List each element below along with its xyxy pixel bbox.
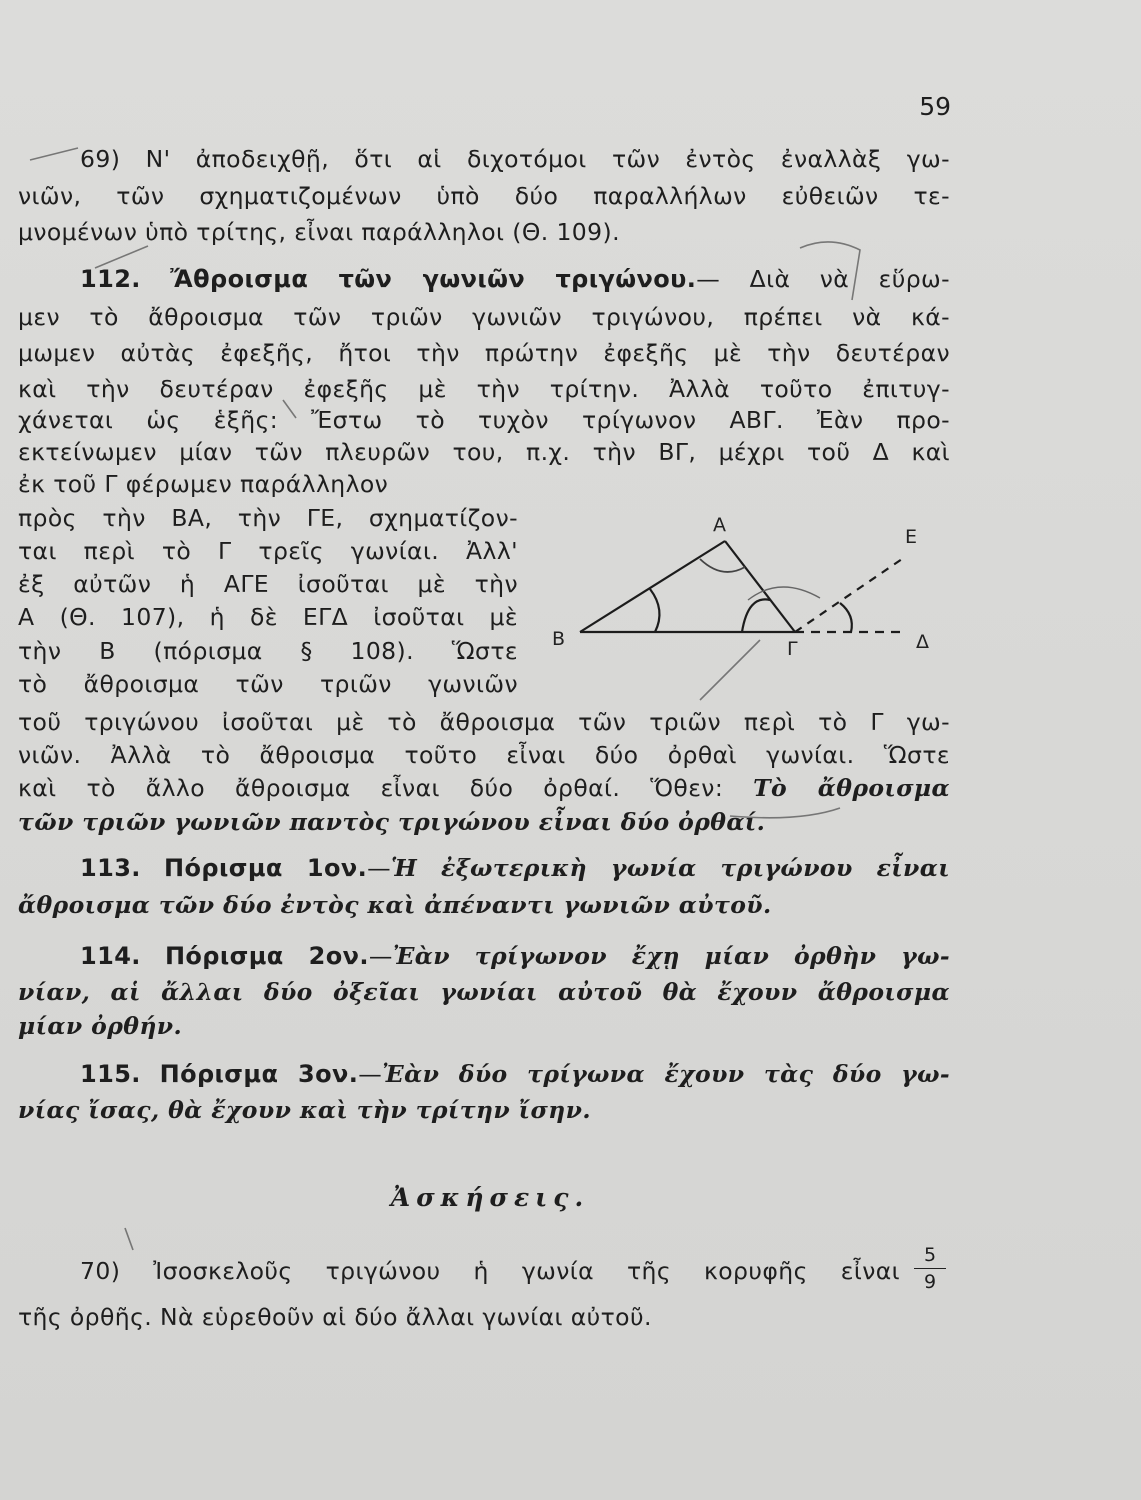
- parallel-GE: [795, 557, 905, 632]
- page-number: 59: [919, 92, 951, 121]
- corollary-114-line-1: [80, 940, 950, 972]
- section-112-line-4: καὶ τὴν δευτέραν ἐφεξῆς μὲ τὴν τρίτην. Ἀλλὰ τοῦτο ἐπιτυγ-: [18, 375, 950, 403]
- section-112-line-10: ἐξ αὐτῶν ἡ ΑΓΕ ἰσοῦται μὲ τὴν: [18, 570, 518, 598]
- fraction-numerator: 5: [923, 1244, 937, 1266]
- section-112-line-15: νιῶν. Ἀλλὰ τὸ ἄθροισμα τοῦτο εἶναι δύο ὀρθαὶ γωνίαι. Ὥστε: [18, 741, 950, 769]
- exercise-69-line-3: μνομένων ὑπὸ τρίτης, εἶναι παράλληλοι (Θ. 109).: [18, 218, 620, 246]
- vertex-label-B: Β: [552, 628, 566, 650]
- corollary-115-dash: —: [358, 1060, 383, 1088]
- section-112-line-9: ται περὶ τὸ Γ τρεῖς γωνίαι. Ἀλλ': [18, 537, 518, 565]
- corollary-114-title: Πόρισμα 2ον.: [164, 942, 369, 970]
- vertex-label-A: Α: [713, 514, 726, 536]
- exercise-70-line-2: τῆς ὀρθῆς. Νὰ εὑρεθοῦν αἱ δύο ἄλλαι γωνίαι αὐτοῦ.: [18, 1303, 652, 1331]
- pencil-arc: [748, 587, 820, 600]
- corollary-115-number: 115.: [80, 1060, 141, 1088]
- corollary-114-line-3: μίαν ὀρθήν.: [18, 1012, 183, 1040]
- section-112-line-3: μωμεν αὐτὰς ἐφεξῆς, ἤτοι τὴν πρώτην ἐφεξῆς μὲ τὴν δευτέραν: [18, 339, 950, 367]
- angle-arc-G: [742, 599, 770, 632]
- section-112-line-14: τοῦ τριγώνου ἰσοῦται μὲ τὸ ἄθροισμα τῶν τριῶν περὶ τὸ Γ γω-: [18, 708, 950, 736]
- corollary-115-line-1: [80, 1058, 950, 1090]
- angle-arc-A: [700, 559, 745, 572]
- section-112-line-6: εκτείνωμεν μίαν τῶν πλευρῶν του, π.χ. τὴν ΒΓ, μέχρι τοῦ Δ καὶ: [18, 438, 950, 466]
- corollary-114-number: 114.: [80, 942, 141, 970]
- exercise-70-line-1: 70) Ἰσοσκελοῦς τριγώνου ἡ γωνία τῆς κορυφῆς εἶναι: [80, 1257, 900, 1285]
- section-112-number: 112.: [80, 265, 141, 293]
- fraction-bar: [914, 1268, 946, 1269]
- corollary-113-dash: —: [367, 854, 392, 882]
- exercises-heading: Ἀσκήσεις.: [390, 1183, 590, 1212]
- corollary-113-line-2: ἄθροισμα τῶν δύο ἐντὸς καὶ ἀπέναντι γωνιῶν αὐτοῦ.: [18, 891, 772, 919]
- section-112-line-1-rest: — Διὰ νὰ εὕρω-: [696, 265, 950, 293]
- angle-arc-EGD: [840, 603, 852, 632]
- exercise-69-line-2: νιῶν, τῶν σχηματιζομένων ὑπὸ δύο παραλλήλων εὐθειῶν τε-: [18, 182, 950, 210]
- fraction-five-ninths: [912, 1243, 948, 1294]
- angle-arc-B: [650, 589, 659, 632]
- section-112-line-2: μεν τὸ ἄθροισμα τῶν τριῶν γωνιῶν τριγώνου, πρέπει νὰ κά-: [18, 303, 950, 331]
- fraction-denominator: 9: [923, 1271, 937, 1293]
- exercise-69-line-1: 69) Ν' ἀποδειχθῇ, ὅτι αἱ διχοτόμοι τῶν ἐντὸς ἐναλλὰξ γω-: [80, 145, 950, 173]
- corollary-113-title: Πόρισμα 1ον.: [164, 854, 368, 882]
- point-label-E: Ε: [905, 526, 918, 548]
- theorem-statement-end: τῶν τριῶν γωνιῶν παντὸς τριγώνου εἶναι δύο ὀρθαί.: [18, 808, 766, 836]
- section-112-line-13: τὸ ἄθροισμα τῶν τριῶν γωνιῶν: [18, 670, 518, 698]
- corollary-114-statement-start: Ἐὰν τρίγωνον ἔχῃ μίαν ὀρθὴν γω-: [392, 942, 950, 970]
- section-112-title: Ἄθροισμα τῶν γωνιῶν τριγώνου.: [170, 265, 697, 293]
- section-112-line-8: πρὸς τὴν ΒΑ, τὴν ΓΕ, σχηματίζον-: [18, 504, 518, 532]
- vertex-label-G: Γ: [787, 638, 798, 660]
- side-BA: [580, 541, 725, 632]
- corollary-115-statement-start: Ἐὰν δύο τρίγωνα ἔχουν τὰς δύο γω-: [382, 1060, 950, 1088]
- section-112-line-12: τὴν Β (πόρισμα § 108). Ὥστε: [18, 637, 518, 665]
- corollary-113-statement-start: Ἡ ἐξωτερικὴ γωνία τριγώνου εἶναι: [391, 854, 951, 882]
- corollary-113-number: 113.: [80, 854, 141, 882]
- section-112-line-7: ἐκ τοῦ Γ φέρωμεν παράλληλον: [18, 470, 389, 498]
- corollary-114-line-2: νίαν, αἱ ἄλλαι δύο ὀξεῖαι γωνίαι αὐτοῦ θὰ ἔχουν ἄθροισμα: [18, 978, 950, 1006]
- section-112-line-5: χάνεται ὡς ἑξῆς: Ἔστω τὸ τυχὸν τρίγωνον ΑΒΓ. Ἐὰν προ-: [18, 406, 950, 434]
- point-label-D: Δ: [916, 631, 929, 653]
- corollary-115-line-2: νίας ἴσας, θὰ ἔχουν καὶ τὴν τρίτην ἴσην.: [18, 1096, 591, 1124]
- corollary-114-dash: —: [368, 942, 393, 970]
- corollary-115-title: Πόρισμα 3ον.: [159, 1060, 359, 1088]
- section-112-line-11: Α (Θ. 107), ἡ δὲ ΕΓΔ ἰσοῦται μὲ: [18, 603, 518, 631]
- section-112-line-16-text: καὶ τὸ ἄλλο ἄθροισμα εἶναι δύο ὀρθαί. Ὅθεν:: [18, 774, 724, 802]
- theorem-statement-start: Τὸ ἄθροισμα: [753, 774, 951, 802]
- corollary-113-line-1: [80, 852, 950, 884]
